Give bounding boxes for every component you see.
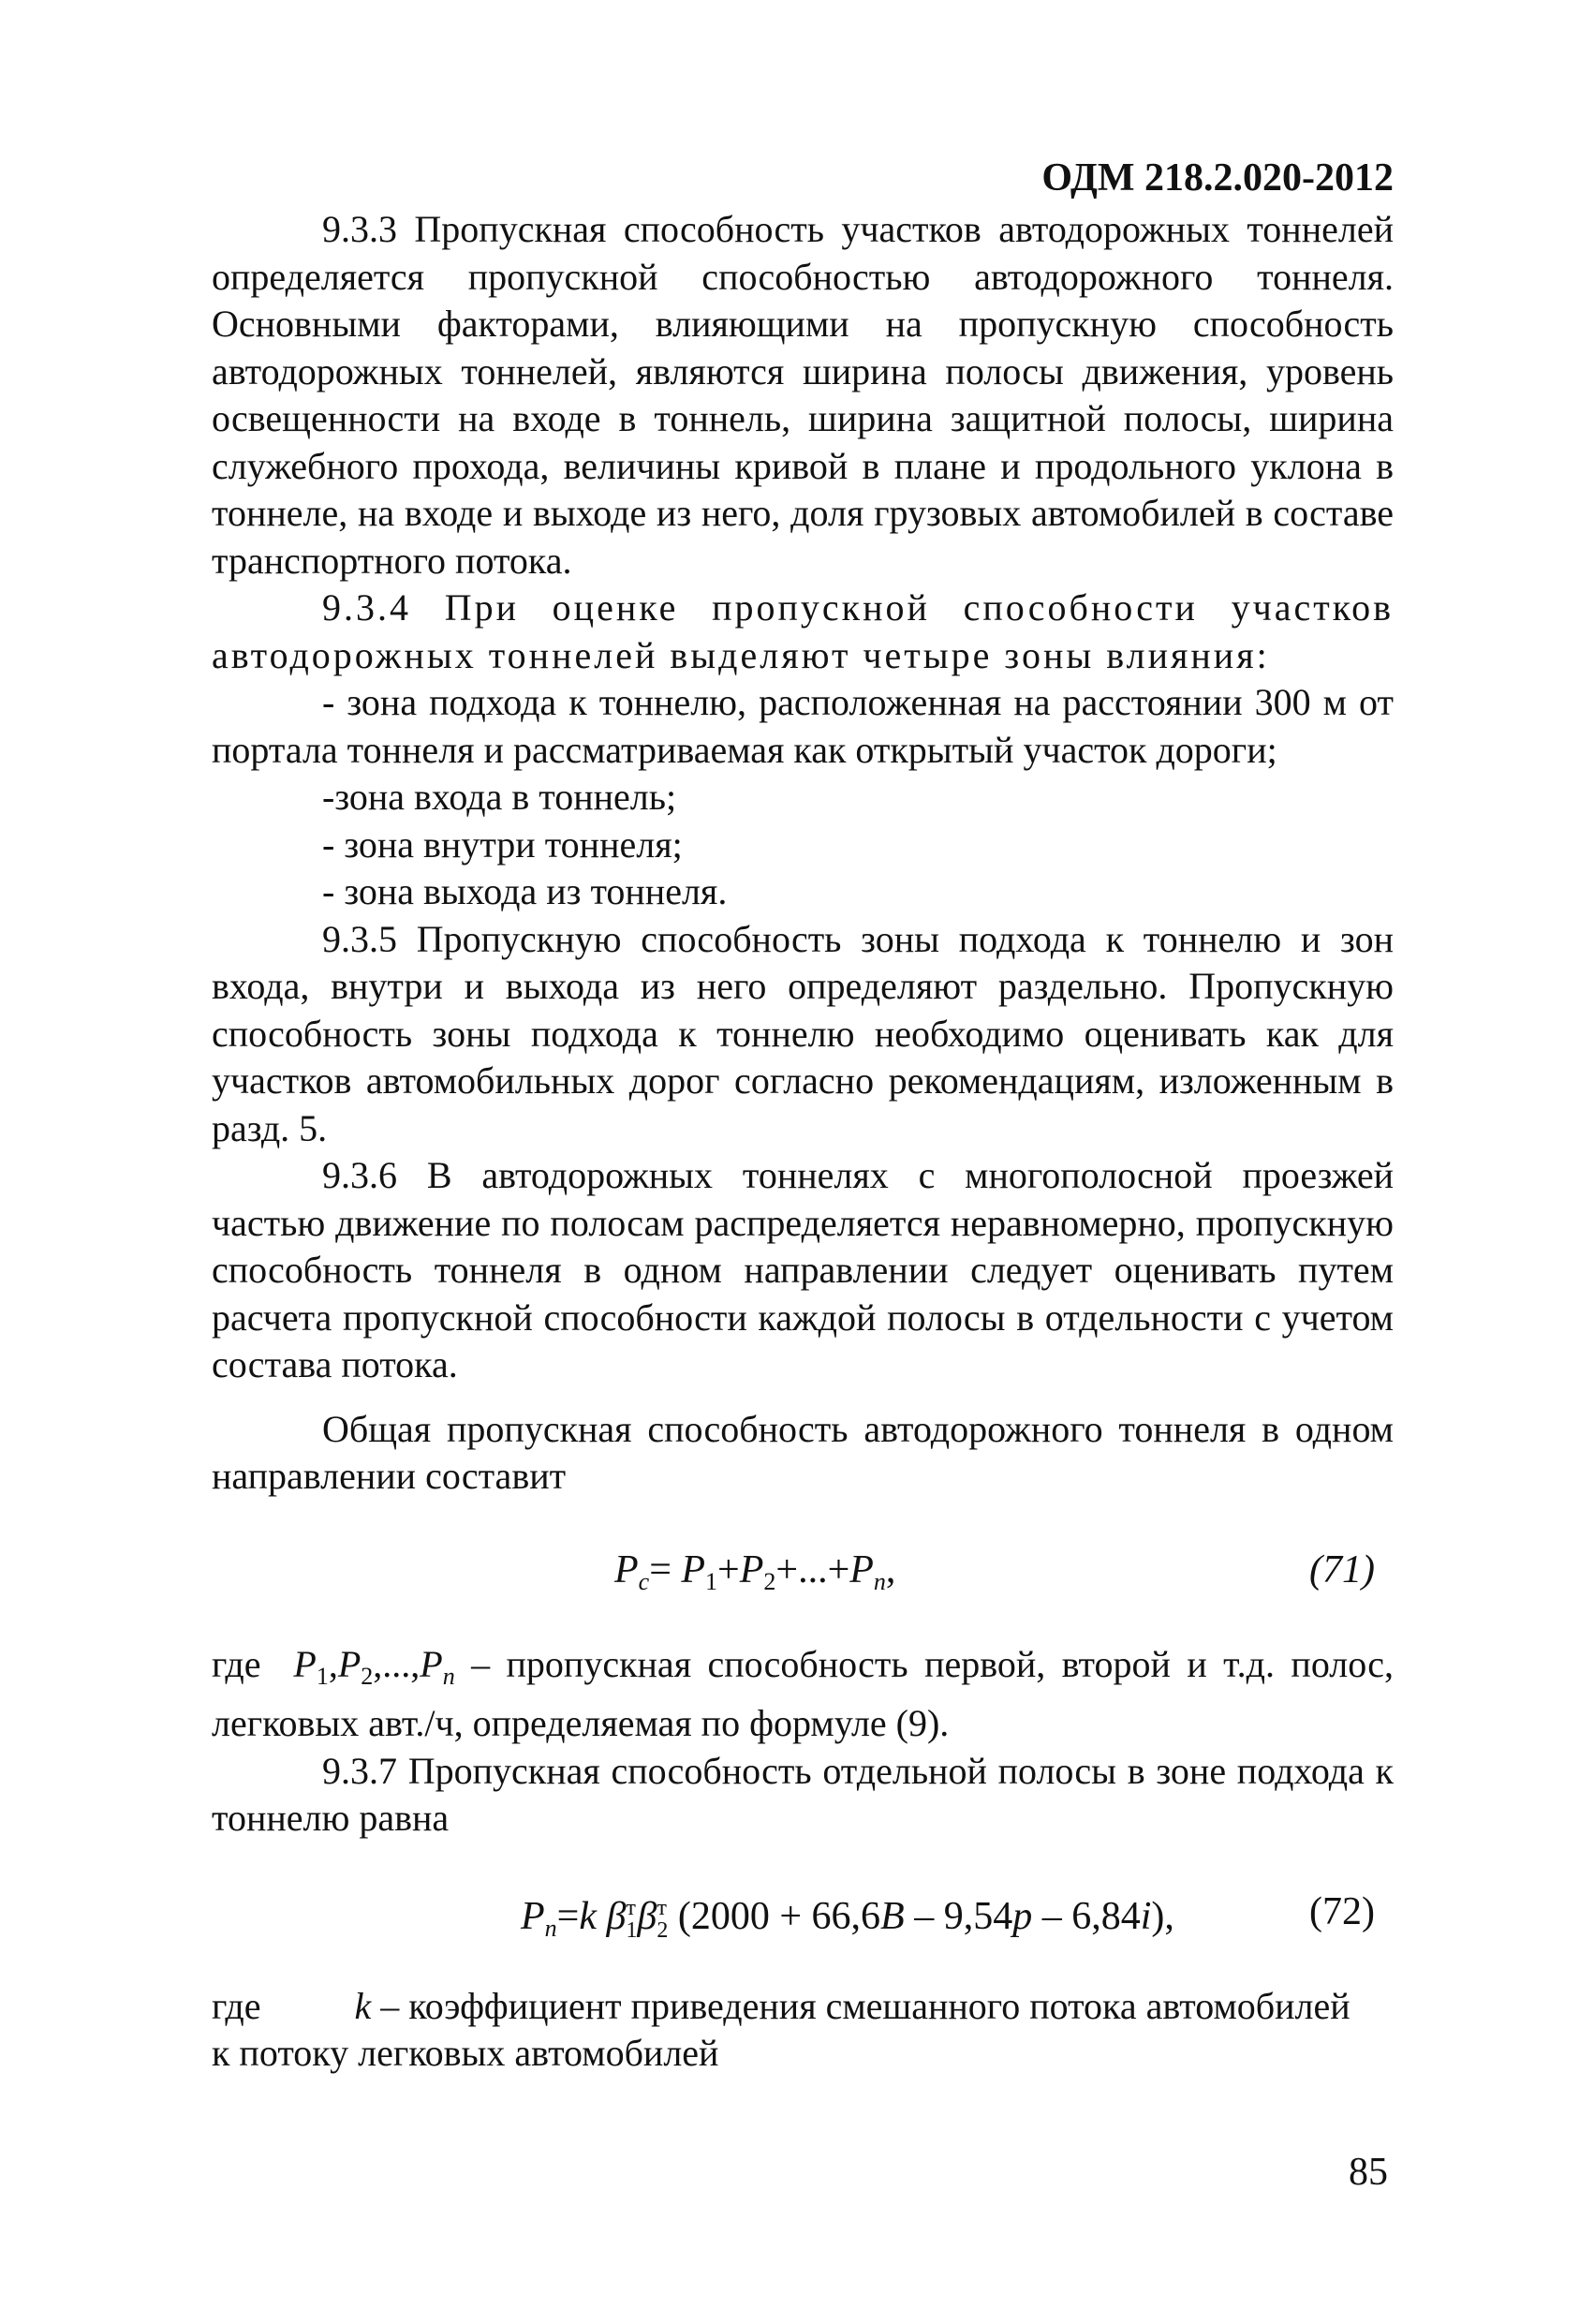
document-code-header: ОДМ 218.2.020-2012 [1041,156,1394,200]
formula-72 [212,1843,1394,1983]
page-number: 85 [1349,2151,1388,2194]
document-page [212,150,1394,2078]
paragraph-9-3-7: 9.3.7 Пропускная способность отдельной полосы в зоне подхода к тоннелю равна [212,1749,1394,1839]
zone-item-entry: -зона входа в тоннель; [322,776,677,818]
zone-item-inside: - зона внутри тоннеля; [322,822,683,866]
paragraph-9-3-6: 9.3.6 В автодорожных тоннелях с многополосной проезжей частью движение по полосам распределяется неравномерно, пропускную способность тоннеля в одном направлении следует оценивать путем расчета пропускной способности каждой полосы в отдельности с учетом состава потока. [212,1154,1394,1385]
formula-72-expression: $P_n=k$ β т 1 β т 2 (2000 + 66,6B – 9,54p – 6,84i), [521,1894,1174,1943]
formula-71 [212,1501,1394,1641]
where-71-definition: где $P_1,P_2,...,P_n$ – пропускная способность первой, второй и т.д. полос, легковых авт./ч, определяемая по формуле (9). [212,1642,1394,1744]
where-72-definition: где k – коэффициент приведения смешанного потока автомобилей [212,1984,1350,2027]
paragraph-total-capacity: Общая пропускная способность автодорожного тоннеля в одном направлении составит [212,1407,1394,1497]
zone-item-exit: - зона выхода из тоннеля. [322,870,728,912]
formula-72-number: (72) [1309,1889,1375,1933]
paragraph-9-3-5: 9.3.5 Пропускную способность зоны подхода к тоннелю и зон входа, внутри и выхода из него определяют раздельно. Пропускную способность зоны подхода к тоннелю необходимо оценивать как для участков автомобильных дорог согласно рекомендациям, изложенным в разд. 5. [212,917,1394,1149]
paragraph-9-3-3: 9.3.3 Пропускная способность участков автодорожных тоннелей определяется пропускной способностью автодорожного тоннеля. Основными факторами, влияющими на пропускную способность автодорожных тоннелей, являются ширина полосы движения, уровень освещенности на входе в тоннель, ширина защитной полосы, ширина служебного прохода, величины кривой в плане и продольного уклона в тоннеле, на входе и выходе из него, доля грузовых автомобилей в составе транспортного потока. [212,208,1394,582]
paragraph-9-3-4: 9.3.4 При оценке пропускной способности участков автодорожных тоннелей выделяют четыре зоны влияния: [212,586,1394,676]
zone-item-approach: - зона подхода к тоннелю, расположенная на расстоянии 300 м от портала тоннеля и рассматриваемая как открытый участок дороги; [212,681,1394,771]
formula-71-number: (71) [1309,1547,1375,1591]
formula-71-expression: $P_c= P_1+P_2+...+P_n$, [614,1547,896,1595]
where-72-definition-cont: к потоку легковых автомобилей [212,2032,719,2074]
